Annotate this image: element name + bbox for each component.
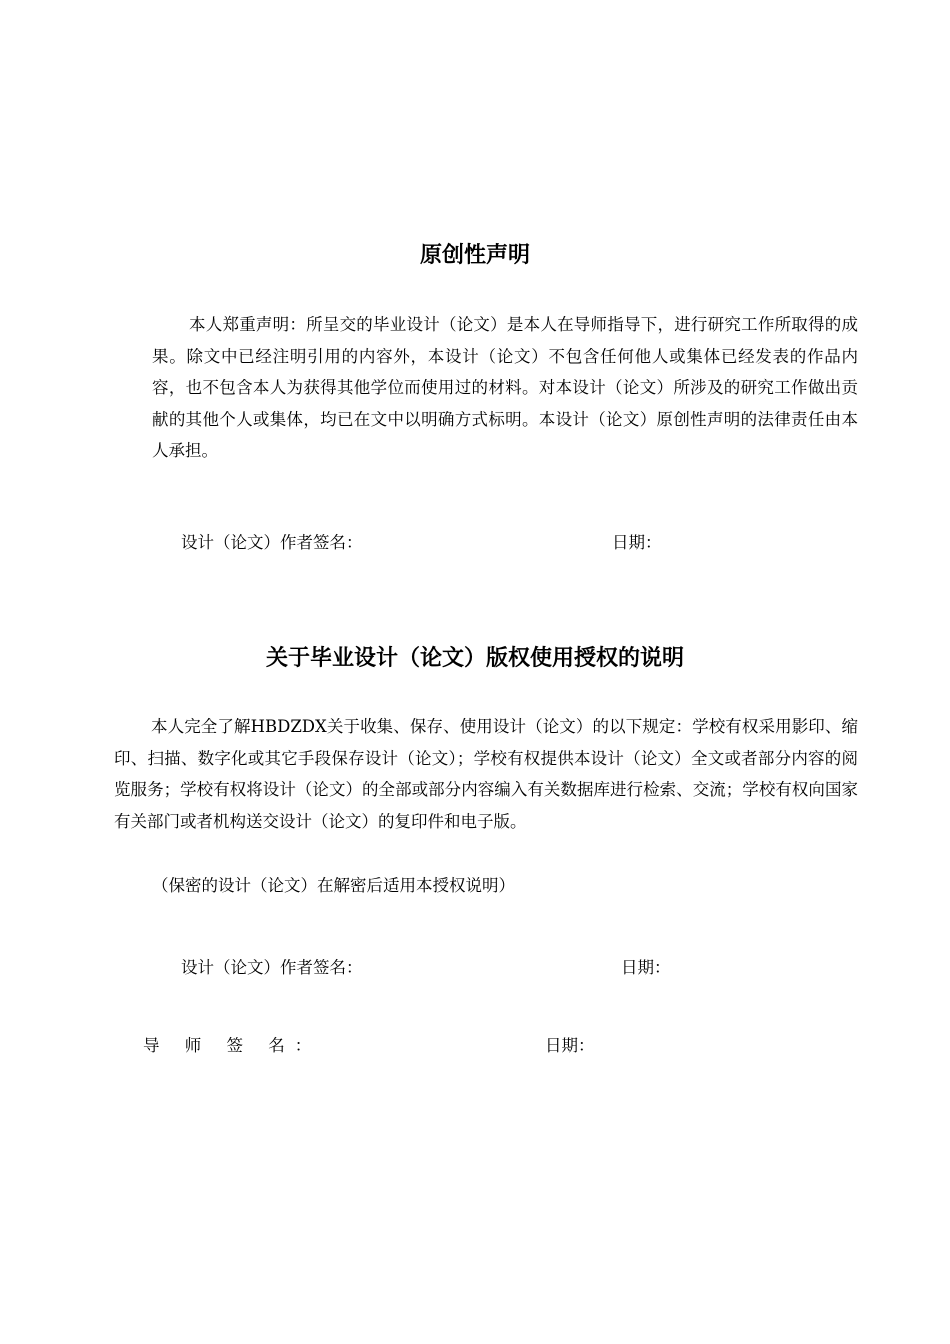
copyright-author-date-label: 日期：: [621, 958, 671, 977]
originality-author-signature-label: 设计（论文）作者签名：: [181, 533, 363, 552]
originality-date-label: 日期：: [612, 533, 662, 552]
originality-title: 原创性声明: [419, 243, 530, 268]
advisor-date-label: 日期：: [545, 1036, 595, 1055]
copyright-title: 关于毕业设计（论文）版权使用授权的说明: [265, 646, 684, 671]
originality-statement: 本人郑重声明：所呈交的毕业设计（论文）是本人在导师指导下，进行研究工作所取得的成果。除文中已经注明引用的内容外，本设计（论文）不包含任何他人或集体已经发表的作品内容，也不包含本人为获得其他学位而使用过的材料。对本设计（论文）所涉及的研究工作做出贡献的其他个人或集体，均已在文中以明确方式标明。本设计（论文）原创性声明的法律责任由本人承担。: [152, 315, 858, 460]
confidential-note: （保密的设计（论文）在解密后适用本授权说明）: [152, 876, 515, 895]
copyright-author-signature-label: 设计（论文）作者签名：: [181, 958, 363, 977]
advisor-signature-label: 导 师 签 名：: [143, 1036, 322, 1055]
copyright-statement: 本人完全了解HBDZDX关于收集、保存、使用设计（论文）的以下规定：学校有权采用影印、缩印、扫描、数字化或其它手段保存设计（论文）；学校有权提供本设计（论文）全文或者部分内容的阅览服务；学校有权将设计（论文）的全部或部分内容编入有关数据库进行检索、交流；学校有权向国家有关部门或者机构送交设计（论文）的复印件和电子版。: [114, 717, 858, 831]
